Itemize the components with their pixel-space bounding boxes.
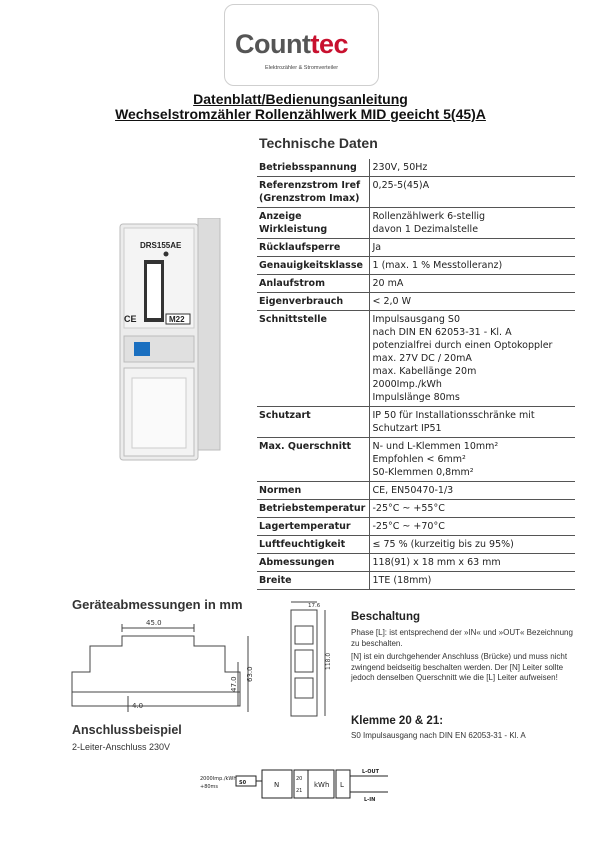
- spec-value-line: potenzialfrei durch einen Optokoppler: [372, 340, 553, 351]
- neutral-label: N: [274, 781, 280, 789]
- device-model-label: DRS155AE: [140, 241, 182, 250]
- connection-diagram: [200, 762, 390, 804]
- spec-value-line: ≤ 75 % (kurzeitig bis zu 95%): [372, 539, 514, 550]
- spec-row: [257, 159, 575, 177]
- spec-value-line: 0,25-5(45)A: [372, 180, 430, 191]
- spec-row: [257, 536, 575, 554]
- dim-depth: 63.0: [246, 666, 254, 682]
- terminal-20-label: 20: [296, 776, 303, 782]
- spec-value-line: Impulslänge 80ms: [372, 392, 460, 403]
- dimensions-heading: Geräteabmessungen in mm: [72, 597, 243, 612]
- spec-value-line: S0-Klemmen 0,8mm²: [372, 467, 474, 478]
- spec-label: Referenzstrom Iref (Grenzstrom Imax): [257, 177, 369, 208]
- document-title: Datenblatt/Bedienungsanleitung: [193, 91, 408, 107]
- spec-label: Betriebstemperatur: [257, 500, 369, 518]
- spec-row: [257, 275, 575, 293]
- spec-value: [369, 500, 575, 518]
- connection-subtitle: 2-Leiter-Anschluss 230V: [72, 742, 171, 752]
- spec-label: Normen: [257, 482, 369, 500]
- spec-value-line: Schutzart IP51: [372, 423, 442, 434]
- wiring-notes: [351, 628, 581, 687]
- terminal-heading: Klemme 20 & 21:: [351, 715, 444, 727]
- meter-photo: [110, 218, 230, 468]
- spec-value-line: 1 (max. 1 % Messtolleranz): [372, 260, 503, 271]
- spec-value-line: 2000Imp./kWh: [372, 379, 442, 390]
- spec-value: [369, 311, 575, 407]
- spec-label: Schutzart: [257, 407, 369, 438]
- spec-row: [257, 407, 575, 438]
- impulse-rate: 2000Imp./kWh: [200, 776, 237, 782]
- impulse-length: +80ms: [200, 784, 219, 790]
- logo-wordmark: Counttec: [235, 29, 348, 59]
- dim-front-height: 118.0: [325, 652, 332, 670]
- spec-label: Schnittstelle: [257, 311, 369, 407]
- spec-value-line: -25°C ~ +55°C: [372, 503, 445, 514]
- kwh-label: kWh: [314, 781, 330, 789]
- spec-label: Genauigkeitsklasse: [257, 257, 369, 275]
- wiring-note-phase: Phase [L]: ist entsprechend der »IN« und »OUT« Bezeichnung zu beschalten.: [351, 628, 573, 648]
- spec-value: [369, 239, 575, 257]
- spec-row: [257, 293, 575, 311]
- spec-value-line: Ja: [372, 242, 382, 253]
- wiring-note-neutral: [N] ist ein durchgehender Anschluss (Brücke) und muss nicht zwingend beidseitig beschalten werden. Der [N] Leiter sollte jedoch denselben Querschnitt wie die [L] Leiter aufweisen!: [351, 652, 568, 682]
- spec-value-line: 1TE (18mm): [372, 575, 432, 586]
- spec-label: Abmessungen: [257, 554, 369, 572]
- spec-value-line: max. 27V DC / 20mA: [372, 353, 472, 364]
- spec-value: [369, 482, 575, 500]
- spec-value: [369, 293, 575, 311]
- front-dimension-drawing: [283, 598, 333, 723]
- side-dimension-drawing: [70, 612, 265, 720]
- spec-row: [257, 500, 575, 518]
- dim-rail: 4.0: [132, 702, 144, 710]
- connection-heading: Anschlussbeispiel: [72, 723, 182, 737]
- spec-label: Eigenverbrauch: [257, 293, 369, 311]
- spec-label: Rücklaufsperre: [257, 239, 369, 257]
- spec-value-line: Impulsausgang S0: [372, 314, 460, 325]
- company-logo: [224, 4, 379, 86]
- specs-heading: Technische Daten: [259, 135, 378, 151]
- spec-value-line: N- und L-Klemmen 10mm²: [372, 441, 499, 452]
- spec-value: [369, 257, 575, 275]
- dim-height: 47.0: [230, 676, 238, 692]
- spec-label: Anzeige Wirkleistung: [257, 208, 369, 239]
- spec-row: [257, 311, 575, 407]
- spec-label: Breite: [257, 572, 369, 590]
- spec-value: [369, 177, 575, 208]
- spec-label: Max. Querschnitt: [257, 438, 369, 482]
- spec-row: [257, 572, 575, 590]
- specs-table: [257, 159, 575, 590]
- spec-value: [369, 554, 575, 572]
- s0-label: S0: [239, 780, 247, 786]
- s0-terminal-blue: [134, 342, 150, 356]
- spec-value-line: max. Kabellänge 20m: [372, 366, 477, 377]
- spec-value: [369, 208, 575, 239]
- lin-label: L-IN: [364, 797, 376, 803]
- spec-value: [369, 275, 575, 293]
- spec-row: [257, 518, 575, 536]
- spec-value: [369, 536, 575, 554]
- spec-row: [257, 257, 575, 275]
- spec-row: [257, 177, 575, 208]
- line-label: L: [340, 781, 344, 789]
- spec-value: [369, 159, 575, 177]
- spec-value: [369, 438, 575, 482]
- logo-subtitle: Elektrozähler & Stromverteiler: [264, 65, 339, 71]
- document-subtitle: Wechselstromzähler Rollenzählwerk MID geeicht 5(45)A: [115, 106, 486, 122]
- spec-value-line: davon 1 Dezimalstelle: [372, 224, 479, 235]
- spec-value-line: Rollenzählwerk 6-stellig: [372, 211, 486, 222]
- spec-value: [369, 572, 575, 590]
- spec-value: [369, 407, 575, 438]
- spec-value-line: 230V, 50Hz: [372, 162, 428, 173]
- spec-row: [257, 554, 575, 572]
- spec-label: Anlaufstrom: [257, 275, 369, 293]
- spec-value-line: nach DIN EN 62053-31 - Kl. A: [372, 327, 512, 338]
- spec-value-line: IP 50 für Installationsschränke mit: [372, 410, 535, 421]
- spec-value-line: CE, EN50470-1/3: [372, 485, 454, 496]
- spec-value-line: Empfohlen < 6mm²: [372, 454, 466, 465]
- dim-width: 45.0: [146, 619, 162, 627]
- spec-value-line: -25°C ~ +70°C: [372, 521, 445, 532]
- spec-row: [257, 438, 575, 482]
- mid-mark: M22: [169, 315, 185, 324]
- spec-value: [369, 518, 575, 536]
- lout-label: L-OUT: [362, 769, 379, 775]
- terminal-text: S0 Impulsausgang nach DIN EN 62053-31 - Kl. A: [351, 731, 526, 740]
- wiring-heading: Beschaltung: [351, 611, 421, 623]
- spec-row: [257, 239, 575, 257]
- spec-label: Luftfeuchtigkeit: [257, 536, 369, 554]
- dim-front-width: 17.6: [308, 603, 321, 609]
- spec-row: [257, 482, 575, 500]
- spec-value-line: < 2,0 W: [372, 296, 412, 307]
- spec-label: Betriebsspannung: [257, 159, 369, 177]
- terminal-21-label: 21: [296, 788, 303, 794]
- spec-row: [257, 208, 575, 239]
- ce-mark: CE: [124, 314, 137, 324]
- spec-label: Lagertemperatur: [257, 518, 369, 536]
- spec-value-line: 20 mA: [372, 278, 404, 289]
- spec-value-line: 118(91) x 18 mm x 63 mm: [372, 557, 501, 568]
